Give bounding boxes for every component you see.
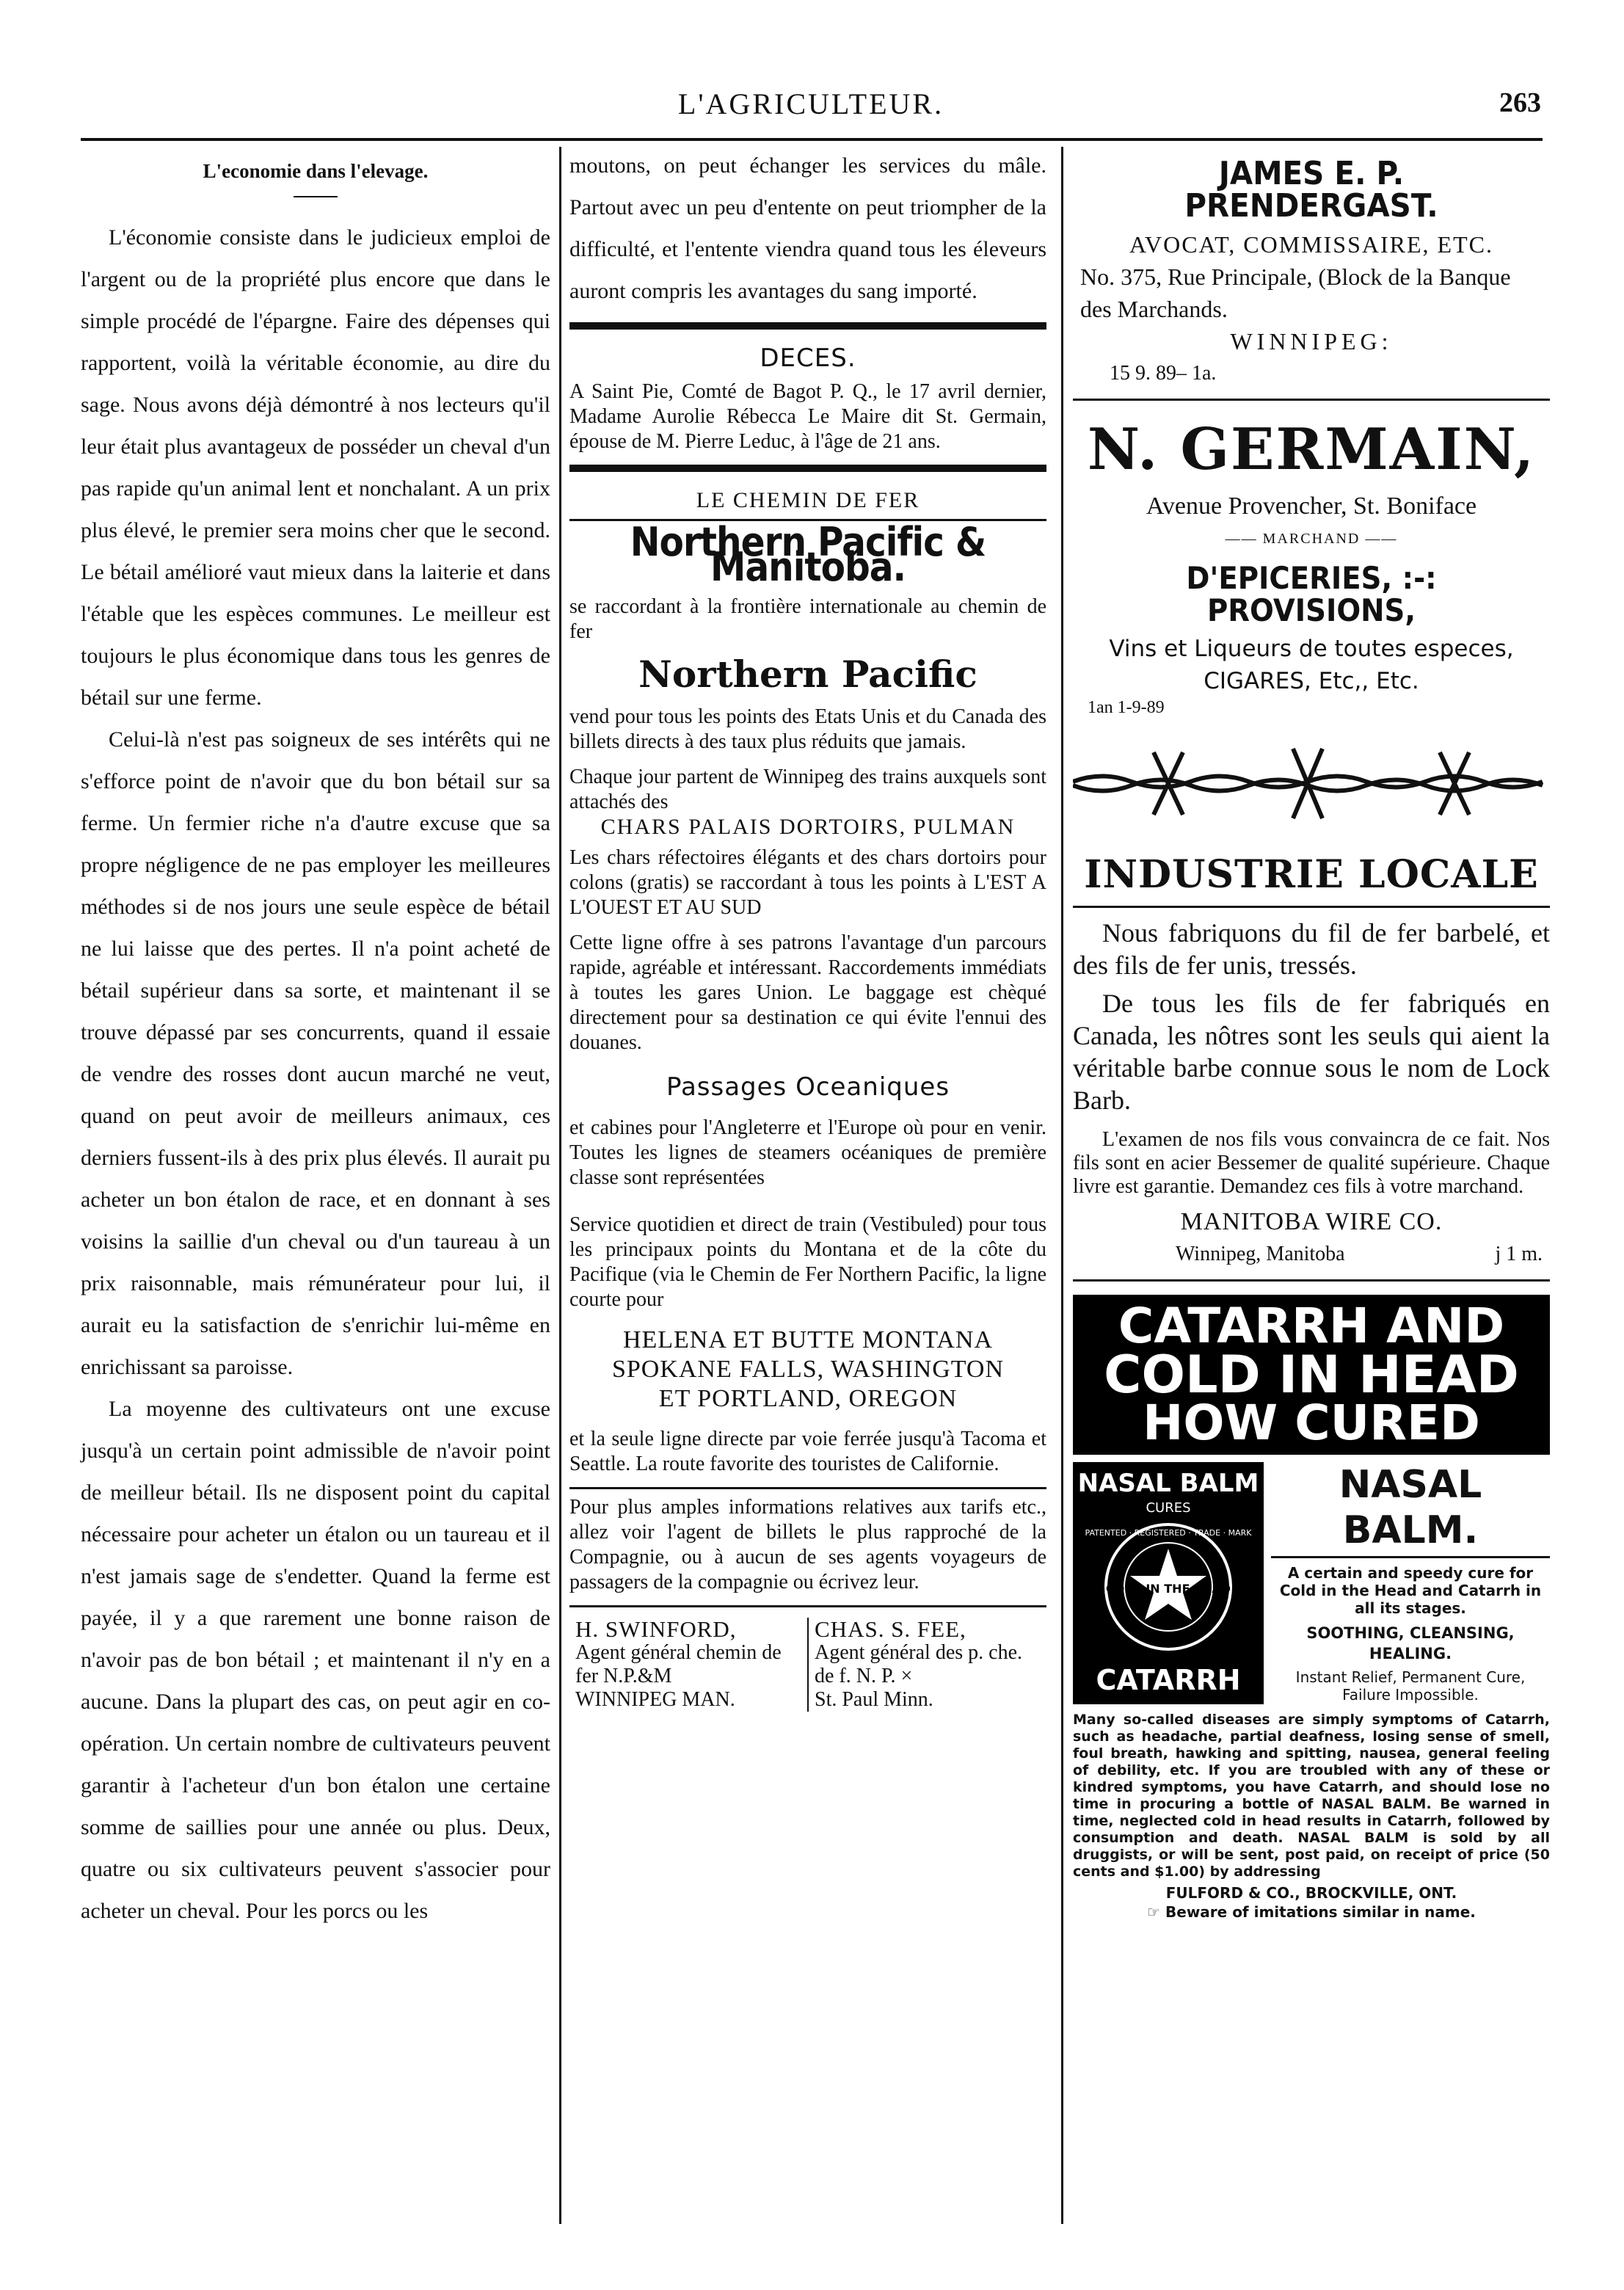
column-3-ads: [1073, 150, 1550, 1922]
nasal-balm-seal-icon: [1073, 1462, 1264, 1704]
agent-fee: [809, 1618, 1046, 1712]
seal-top-text: NASAL BALM: [1077, 1469, 1259, 1498]
deces-heading: DECES.: [760, 344, 856, 373]
lawyer-title: AVOCAT, COMMISSAIRE, ETC.: [1129, 231, 1493, 258]
article-paragraph-2: Celui-là n'est pas soigneux de ses intérêts qui ne s'efforce point de n'avoir que du bon bétail sur sa ferme. Un fermier riche n'a d'autre excuse que sa propre négligence de ne pas employer les meilleures méthodes si de nos jours une seule espèce de bétail ne lui laisse que des pertes. Il n'a point acheté de bétail supérieur dans sa sorte, et maintenant il se trouve dépassé par ses concurrents, quand il essaie de vendre des rosses dont aucun marché ne veut, quand on peut avoir de meilleurs animaux, ces derniers fussent-ils à des prix plus élevés. Il aurait pu acheter un bon étalon de race, et en donnant à ses voisins la saillie d'un cheval ou d'un taureau à un prix raisonnable, mais rémunérateur pour lui, il aurait eu la satisfaction de s'enrichir lui-même en enrichissant sa paroisse.: [81, 727, 550, 1379]
seal-mid-text: COLD IN THE HEAD: [1105, 1582, 1231, 1596]
headline-line-1: CATARRH AND: [1118, 1298, 1505, 1354]
agents-block: [569, 1618, 1046, 1712]
epiceries-line: D'EPICERIES, :-: PROVISIONS,: [1186, 560, 1437, 628]
column-divider-2: [1061, 147, 1063, 2224]
column-2: [569, 150, 1046, 1712]
newspaper-title: L'AGRICULTEUR.: [677, 87, 944, 120]
industrie-title: INDUSTRIE LOCALE: [1084, 852, 1539, 897]
daily-trains-text: Chaque jour partent de Winnipeg des trains auxquels sont attachés des: [569, 766, 1046, 813]
destination-cities: [569, 1326, 1046, 1414]
article-title: L'economie dans l'elevage.: [203, 160, 429, 182]
column-1-article: [81, 150, 550, 1932]
nasal-rule: [1271, 1556, 1550, 1558]
industrie-paragraph-2: De tous les fils de fer fabriqués en Canada, les nôtres sont les seuls qui aient la véritable barbe connue sous le nom de Lock Barb.: [1073, 989, 1550, 1115]
ad-beware-text: Beware of imitations similar in name.: [1165, 1903, 1476, 1921]
catarrh-headline-banner: [1073, 1295, 1550, 1455]
industrie-paragraph-3: L'examen de nos fils vous convaincra de ce fait. Nos fils sont en acier Bessemer de qualité supérieure. Chaque livre est garantie. Demandez ces fils à votre marchand.: [1073, 1128, 1550, 1198]
divider-wire: [1073, 1279, 1550, 1282]
germain-ref: 1an 1-9-89: [1088, 698, 1165, 717]
lawyer-address: No. 375, Rue Principale, (Block de la Banque des Marchands.: [1080, 263, 1511, 322]
ad-relief: Instant Relief, Permanent Cure, Failure Impossible.: [1295, 1668, 1526, 1704]
title-rule: [294, 196, 338, 197]
column-divider-1: [559, 147, 561, 2224]
divider-thick-2: [569, 465, 1046, 472]
page-number: 263: [1499, 87, 1541, 118]
article-continuation: moutons, on peut échanger les services du mâle. Partout avec un peu d'entente on peut triompher de la difficulté, et l'entente viendra quand tous les éleveurs auront compris les avantages du sang importé.: [569, 153, 1046, 303]
line-advantages-text: Cette ligne offre à ses patrons l'avantage d'un parcours rapide, agréable et intéressant. Raccordements immédiats à toutes les gares Union. Le baggage est chèqué directement pour sa destination ce qui évite l'ennui des douanes.: [569, 931, 1046, 1054]
divider-industrie: [1073, 906, 1550, 908]
lawyer-city: WINNIPEG:: [1230, 328, 1393, 355]
railway-name: Northern Pacific & Manitoba.: [630, 519, 986, 590]
article-paragraph-3: La moyenne des cultivateurs ont une excuse jusqu'à un certain point admissible de n'avoir point de meilleur bétail. Ils ne disposent point du capital nécessaire pour acheter un étalon ou un taureau et il n'est jamais sage de s'endetter. Quand la ferme est payée, il y a que rarement une bonne raison de n'avoir pas de bon bétail ; et maintenant il n'y en a aucune. Dans la plupart des cas, on peut agir en co-opération. Un certain nombre de cultivateurs peuvent garantir à l'acheteur d'un bon étalon une certaine somme de saillies pour une année ou plus. Deux, quatre ou six cultivateurs peuvent s'associer pour acheter un cheval. Pour les porcs ou les: [81, 1397, 550, 1923]
seal-cures-text: CURES: [1146, 1500, 1191, 1516]
ad-soothing: SOOTHING, CLEANSING, HEALING.: [1306, 1624, 1515, 1662]
wire-city: Winnipeg, Manitoba: [1176, 1243, 1345, 1265]
wire-ref: j 1 m.: [1495, 1243, 1543, 1265]
cigares-line: CIGARES, Etc,, Etc.: [1204, 668, 1419, 694]
seattle-route-text: et la seule ligne directe par voie ferrée jusqu'à Tacoma et Seattle. La route favorite des touristes de Californie.: [569, 1428, 1046, 1475]
dining-cars-text: Les chars réfectoires élégants et des chars dortoirs pour colons (gratis) se raccordant à tous les points à L'EST A L'OUEST ET AU SUD: [569, 846, 1046, 919]
vins-line: Vins et Liqueurs de toutes especes,: [1109, 636, 1514, 662]
industrie-paragraph-1: Nous fabriquons du fil de fer barbelé, et des fils de fer unis, tressés.: [1073, 918, 1550, 980]
np-tickets-text: vend pour tous les points des Etats Unis et du Canada des billets directs à des taux plus réduits que jamais.: [569, 705, 1046, 753]
agent-1-city: WINNIPEG MAN.: [575, 1688, 735, 1711]
article-paragraph-1: L'économie consiste dans le judicieux emploi de l'argent ou de la propriété plus encore que dans le simple procédé de l'épargne. Faire des dépenses qui rapportent, voilà la véritable économie, au dire du sage. Nous avons déjà démontré à nos lecteurs qu'il leur était plus avantageux de posséder un cheval d'un pas rapide qu'un animal lent et nonchalant. A un prix plus élevé, le premier sera moins cher que le second. Le bétail amélioré vaut mieux dans la laiterie et dans l'étable que les espèces communes. Le meilleur est toujours le plus économique dans tous les genres de bétail sur une ferme.: [81, 225, 550, 710]
headline-line-3: HOW CURED: [1143, 1395, 1480, 1451]
agent-2-name: CHAS. S. FEE,: [815, 1616, 966, 1642]
nasal-balm-text-block: [1264, 1462, 1550, 1704]
agent-1-name: H. SWINFORD,: [575, 1616, 737, 1642]
pointing-hand-icon: ☞: [1147, 1903, 1161, 1921]
passages-heading: Passages Oceaniques: [666, 1072, 950, 1102]
agent-2-title: Agent général des p. che. de f. N. P. ×: [815, 1641, 1022, 1687]
headline-line-2: COLD IN HEAD: [1104, 1345, 1519, 1405]
sleeping-cars-caps: CHARS PALAIS DORTOIRS, PULMAN: [600, 815, 1016, 839]
passages-text: et cabines pour l'Angleterre et l'Europe où pour en venir. Toutes les lignes de steamers océaniques de première classe sont représentées: [569, 1116, 1046, 1189]
deces-notice: A Saint Pie, Comté de Bagot P. Q., le 17 avril dernier, Madame Aurolie Rébecca Le Maire dit St. Germain, épouse de M. Pierre Leduc, à l'âge de 21 ans.: [569, 380, 1046, 453]
marchand-text: MARCHAND: [1262, 531, 1361, 547]
header-rule: [81, 138, 1543, 141]
divider-lawyer: [1073, 399, 1550, 401]
city-line-1: HELENA ET BUTTE MONTANA: [622, 1326, 994, 1353]
railway-subtitle: se raccordant à la frontière internationale au chemin de fer: [569, 595, 1046, 643]
nasal-balm-title: NASAL BALM.: [1339, 1463, 1482, 1552]
divider-thin-2: [569, 1487, 1046, 1489]
ad-body-text: Many so-called diseases are simply symptoms of Catarrh, such as headache, partial deafness, losing sense of smell, foul breath, hawking and spitting, nausea, general feeling of debility, etc. If you are troubled with any of these or kindred symptoms, you have Catarrh, and should lose no time in procuring a bottle of NASAL BALM. Be warned in time, neglected cold in head results in Catarrh, followed by consumption and death. NASAL BALM is sold by all druggists, or will be sent, post paid, on receipt of price (50 cents and $1.00) by addressing: [1073, 1712, 1550, 1880]
divider-thin-3: [569, 1605, 1046, 1607]
wire-company-line: [1073, 1238, 1550, 1271]
city-line-3: ET PORTLAND, OREGON: [658, 1385, 958, 1412]
agent-swinford: [569, 1618, 809, 1712]
ad-company: FULFORD & CO., BROCKVILLE, ONT.: [1165, 1884, 1457, 1902]
germain-address: Avenue Provencher, St. Boniface: [1146, 492, 1477, 520]
wire-company: MANITOBA WIRE CO.: [1180, 1208, 1443, 1235]
ad-cure-text: A certain and speedy cure for Cold in the Head and Catarrh in all its stages.: [1279, 1564, 1542, 1617]
seal-ring-text: PATENTED · REGISTERED · TRADE · MARK: [1085, 1528, 1252, 1538]
northern-pacific-title: Northern Pacific: [638, 653, 977, 696]
marchand-label: —— MARCHAND ——: [1225, 531, 1398, 547]
agent-1-title: Agent général chemin de fer N.P.&M: [575, 1641, 782, 1687]
lawyer-ref: 15 9. 89– 1a.: [1110, 362, 1217, 385]
agent-2-city: St. Paul Minn.: [815, 1688, 933, 1711]
lawyer-name: JAMES E. P. PRENDERGAST.: [1184, 155, 1438, 225]
divider-thick: [569, 322, 1046, 330]
service-text: Service quotidien et direct de train (Vestibuled) pour tous les principaux points du Montana et de la côte du Pacifique (via le Chemin de Fer Northern Pacific, la ligne courte pour: [569, 1213, 1046, 1311]
germain-name: N. GERMAIN,: [1087, 416, 1536, 483]
information-text: Pour plus amples informations relatives aux tarifs etc., allez voir l'agent de billets le plus rapproché de la Compagnie, ou à aucun de ses agents voyageurs de passagers de la compagnie ou écrivez leur.: [569, 1496, 1046, 1593]
ad-beware: [1073, 1902, 1550, 1922]
railway-caption: LE CHEMIN DE FER: [696, 488, 920, 512]
page-header: [81, 87, 1541, 131]
city-line-2: SPOKANE FALLS, WASHINGTON: [611, 1356, 1005, 1383]
barbed-wire-illustration: [1073, 727, 1550, 837]
seal-bottom-text: CATARRH: [1096, 1664, 1241, 1696]
nasal-balm-ad: [1073, 1462, 1550, 1704]
